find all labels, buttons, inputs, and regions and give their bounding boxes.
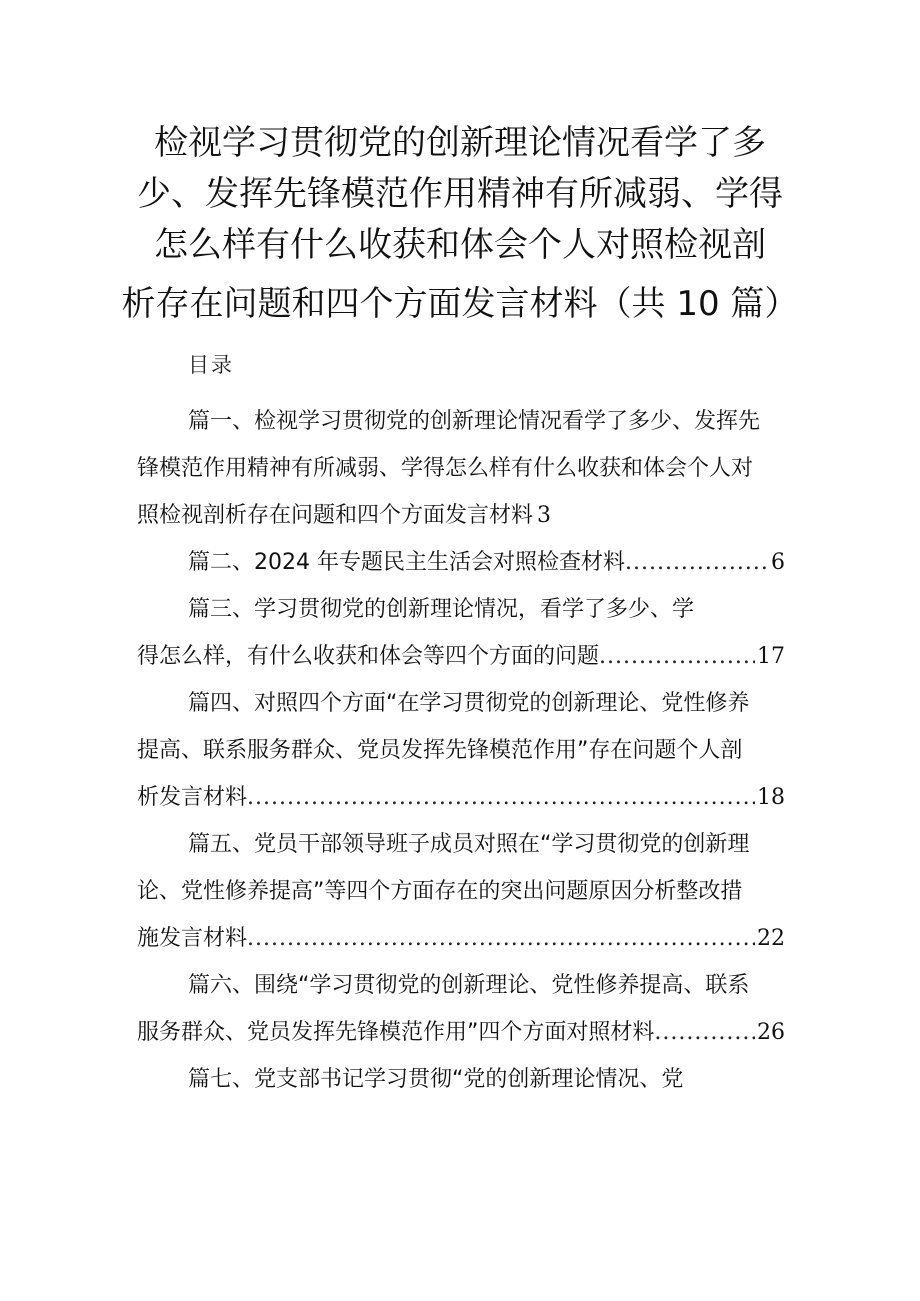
toc-entry-line: 篇七、党支部书记学习贯彻“党的创新理论情况、党 <box>188 1067 684 1092</box>
dot-leader <box>654 1009 755 1056</box>
toc-entry-text: 服务群众、党员发挥先锋模范作用”四个方面对照材料 <box>137 1020 655 1045</box>
dot-leader <box>625 539 769 586</box>
toc-page-number: 3 <box>537 503 552 528</box>
toc-entry-line: 篇六、围绕“学习贯彻党的创新理论、党性修养提高、联系 <box>188 973 750 998</box>
dot-leader <box>599 633 755 680</box>
toc-entry[interactable] <box>137 680 785 821</box>
toc-entry-text: 得怎么样，有什么收获和体会等四个方面的问题 <box>137 644 600 669</box>
toc-entry-line: 篇一、检视学习贯彻党的创新理论情况看学了多少、发挥先 <box>188 409 761 434</box>
title-line: 少、发挥先锋模范作用精神有所减弱、学得 <box>137 174 783 214</box>
toc-entry[interactable] <box>137 821 785 962</box>
dot-leader <box>247 774 755 821</box>
toc-entry-line <box>137 1009 785 1056</box>
toc-entry-line <box>137 539 785 586</box>
toc-entry-line: 锋模范作用精神有所减弱、学得怎么样有什么收获和体会个人对 <box>137 456 754 481</box>
toc-entry-text: 照检视剖析存在问题和四个方面发言材料 <box>137 503 534 528</box>
toc-entry-line: 提高、联系服务群众、党员发挥先锋模范作用”存在问题个人剖 <box>137 738 743 763</box>
toc-entry[interactable] <box>137 586 785 680</box>
title-line: 怎么样有什么收获和体会个人对照检视剖 <box>154 225 766 265</box>
toc-entry-line <box>137 633 785 680</box>
toc-entry-line <box>137 774 785 821</box>
toc-entry-line: 篇五、党员干部领导班子成员对照在“学习贯彻党的创新理 <box>188 832 750 857</box>
toc-entry-text: 篇二、2024 年专题民主生活会对照检查材料 <box>188 550 625 575</box>
dot-leader <box>247 915 755 962</box>
table-of-contents <box>137 398 785 1103</box>
toc-entry-line <box>137 492 785 539</box>
toc-entry-text: 析发言材料 <box>137 785 248 810</box>
toc-entry-text: 施发言材料 <box>137 926 248 951</box>
toc-page-number: 26 <box>757 1020 785 1045</box>
toc-page-number: 18 <box>757 785 785 810</box>
toc-page-number: 17 <box>757 644 785 669</box>
toc-entry[interactable] <box>137 539 785 586</box>
toc-entry-line: 篇三、学习贯彻党的创新理论情况，看学了多少、学 <box>188 597 695 622</box>
document-title <box>120 118 800 330</box>
title-line: 检视学习贯彻党的创新理论情况看学了多 <box>154 123 766 163</box>
title-line: 析存在问题和四个方面发言材料（共 10 篇） <box>121 284 799 324</box>
toc-page-number: 22 <box>757 926 785 951</box>
toc-entry[interactable] <box>137 962 785 1056</box>
toc-entry-line: 篇四、对照四个方面“在学习贯彻党的创新理论、党性修养 <box>188 691 750 716</box>
toc-entry[interactable] <box>137 1056 785 1103</box>
toc-entry-line <box>137 915 785 962</box>
toc-entry[interactable] <box>137 398 785 539</box>
toc-heading: 目录 <box>188 353 234 377</box>
toc-page-number: 6 <box>771 550 785 575</box>
toc-entry-line: 论、党性修养提高”等四个方面存在的突出问题原因分析整改措 <box>137 879 743 904</box>
